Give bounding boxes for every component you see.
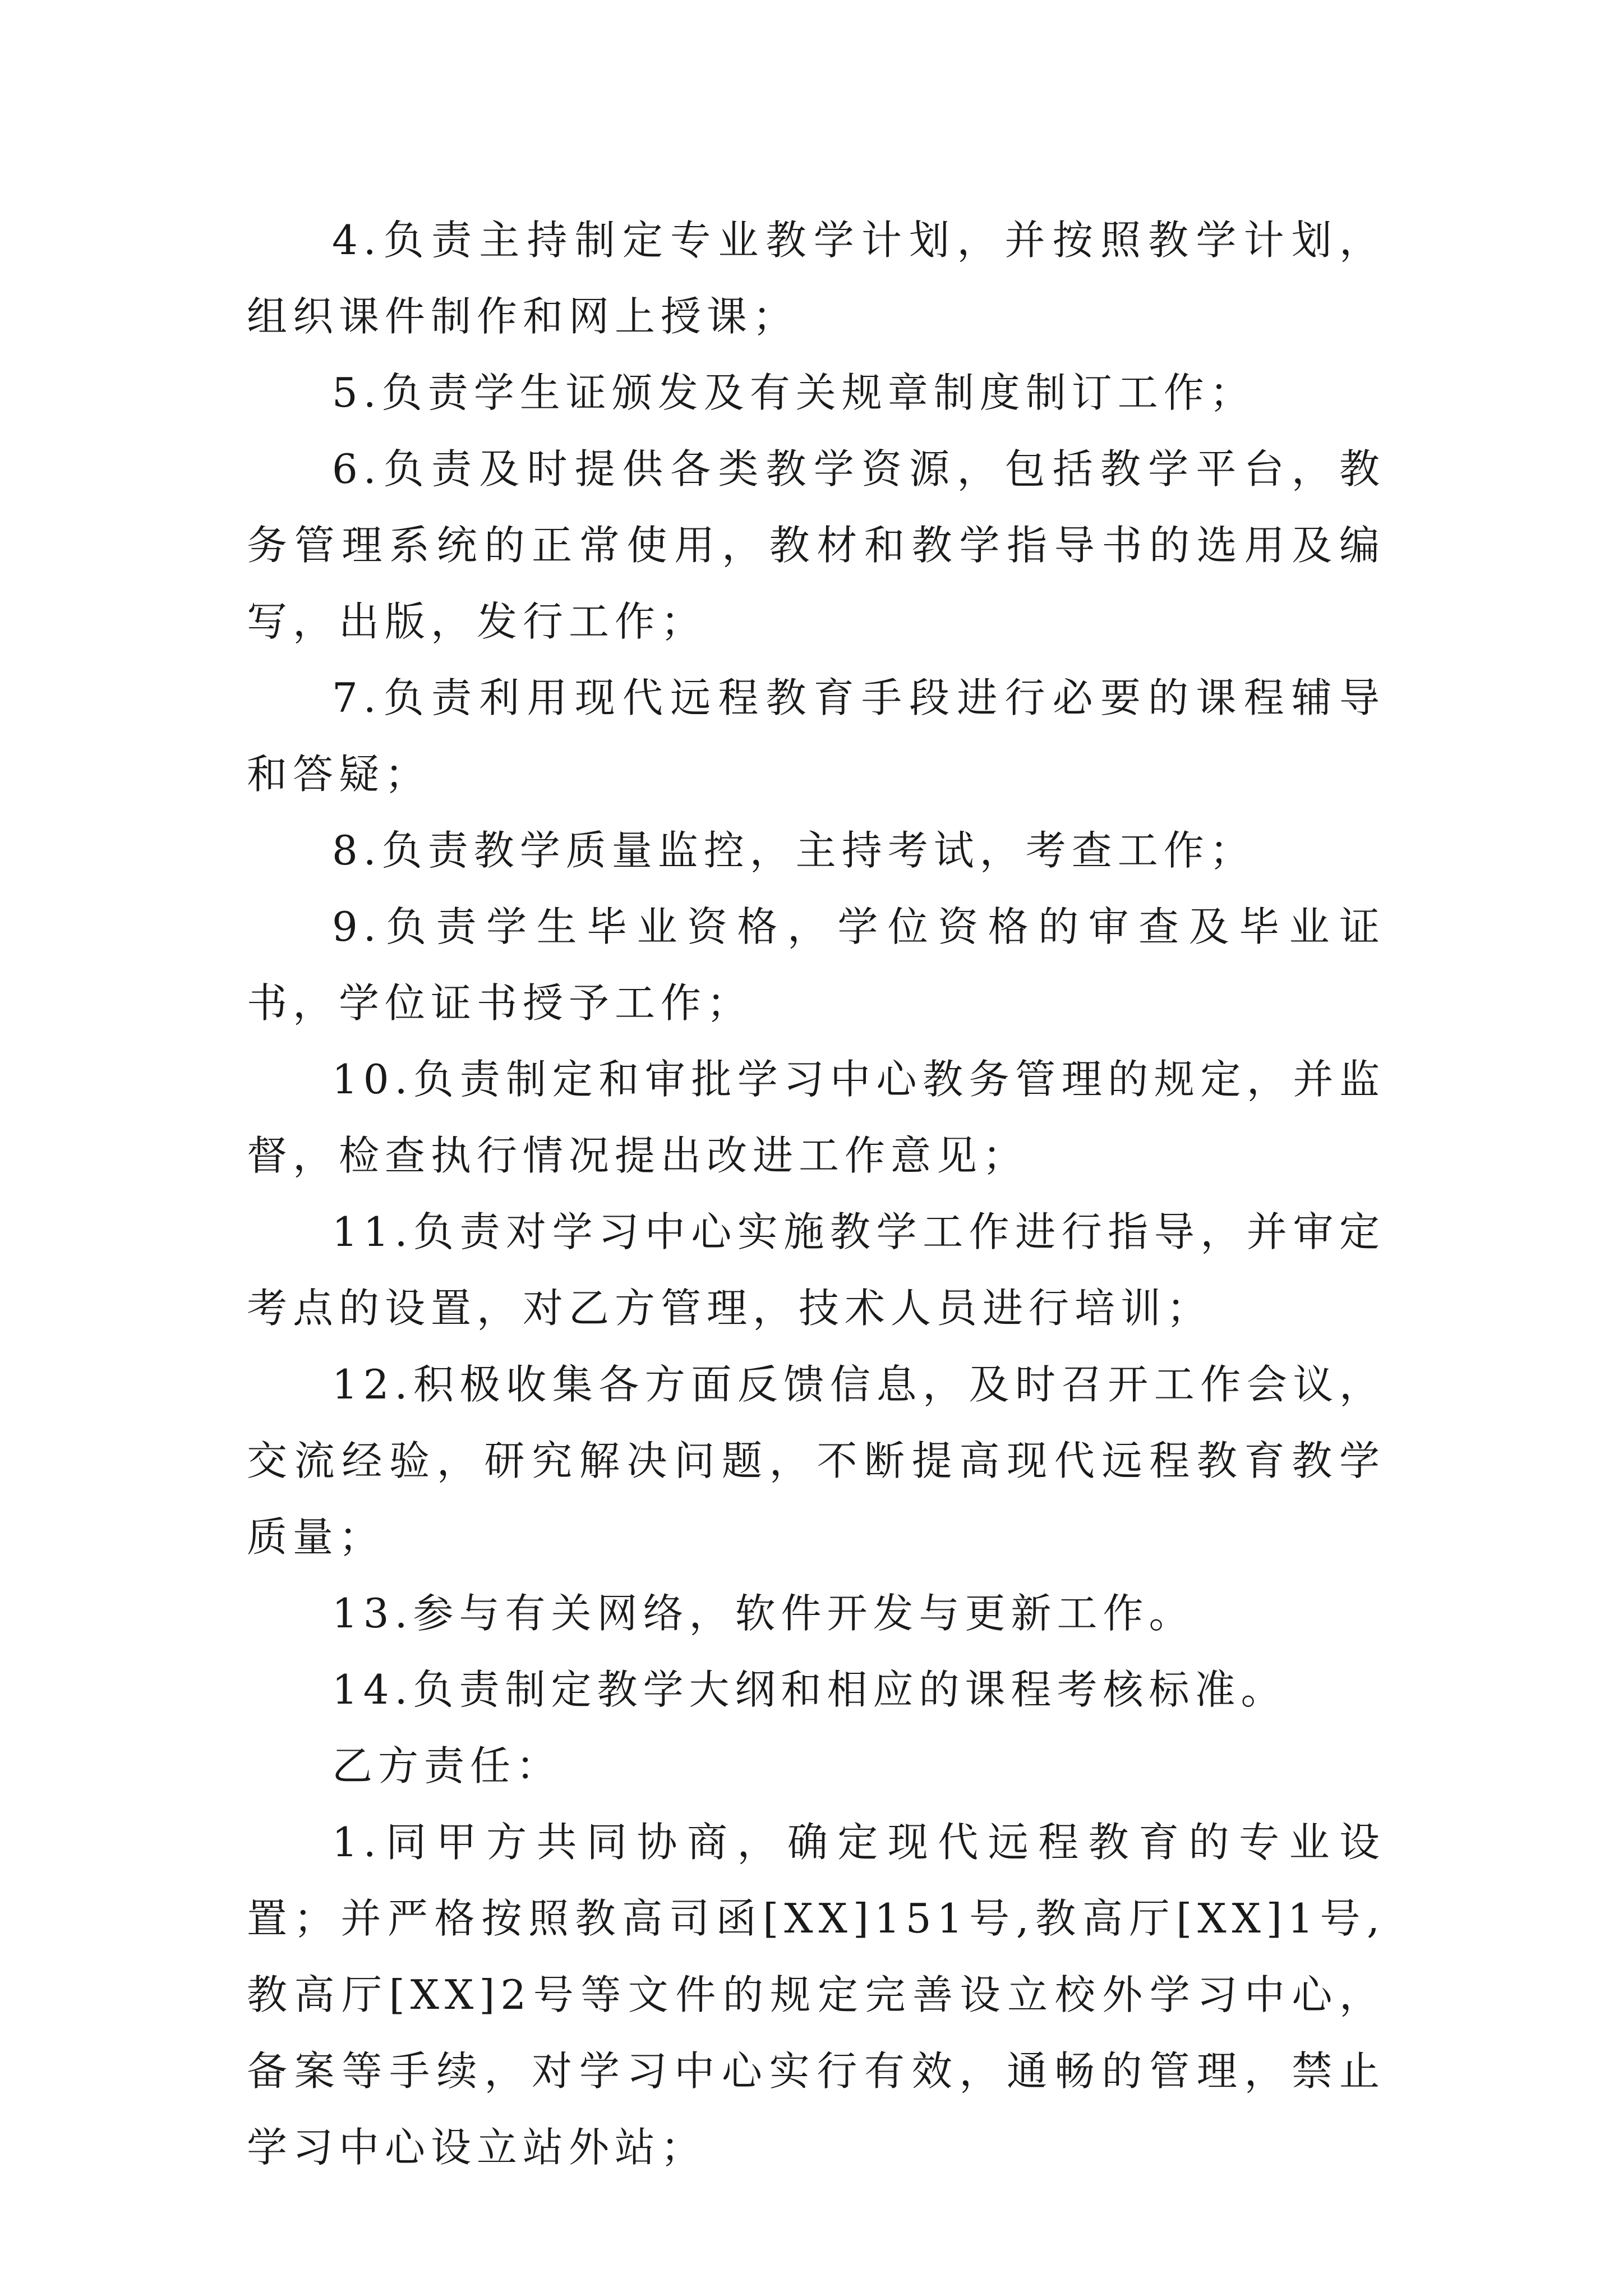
paragraph-item-4: 4.负责主持制定专业教学计划，并按照教学计划，组织课件制作和网上授课；	[247, 217, 1385, 340]
paragraph-item-13: 13.参与有关网络，软件开发与更新工作。	[332, 1590, 1195, 1637]
paragraph-item-5: 5.负责学生证颁发及有关规章制度制订工作；	[332, 369, 1256, 416]
paragraph-item-12: 12.积极收集各方面反馈信息，及时召开工作会议，交流经验，研究解决问题，不断提高现代远程教育教学质量；	[247, 1361, 1385, 1561]
paragraph-item-11: 11.负责对学习中心实施教学工作进行指导，并审定考点的设置，对乙方管理，技术人员进行培训；	[247, 1208, 1385, 1332]
paragraph-item-7: 7.负责利用现代远程教育手段进行必要的课程辅导和答疑；	[247, 674, 1385, 798]
paragraph-item-9: 9.负责学生毕业资格，学位资格的审查及毕业证书，学位证书授予工作；	[247, 903, 1385, 1027]
section-heading-party-b: 乙方责任：	[332, 1742, 562, 1789]
paragraph-item-10: 10.负责制定和审批学习中心教务管理的规定，并监督，检查执行情况提出改进工作意见；	[247, 1056, 1385, 1179]
document-page	[247, 202, 1385, 2185]
paragraph-item-14: 14.负责制定教学大纲和相应的课程考核标准。	[332, 1666, 1287, 1713]
paragraph-item-8: 8.负责教学质量监控，主持考试，考查工作；	[332, 827, 1256, 874]
paragraph-item-6: 6.负责及时提供各类教学资源，包括教学平台，教务管理系统的正常使用，教材和教学指导书的选用及编写，出版，发行工作；	[247, 445, 1385, 645]
paragraph-item-b1: 1.同甲方共同协商，确定现代远程教育的专业设置；并严格按照教高司函[XX]151号,教高厅[XX]1号,教高厅[XX]2号等文件的规定完善设立校外学习中心，备案等手续，对学习中心实行有效，通畅的管理，禁止学习中心设立站外站；	[247, 1819, 1385, 2171]
